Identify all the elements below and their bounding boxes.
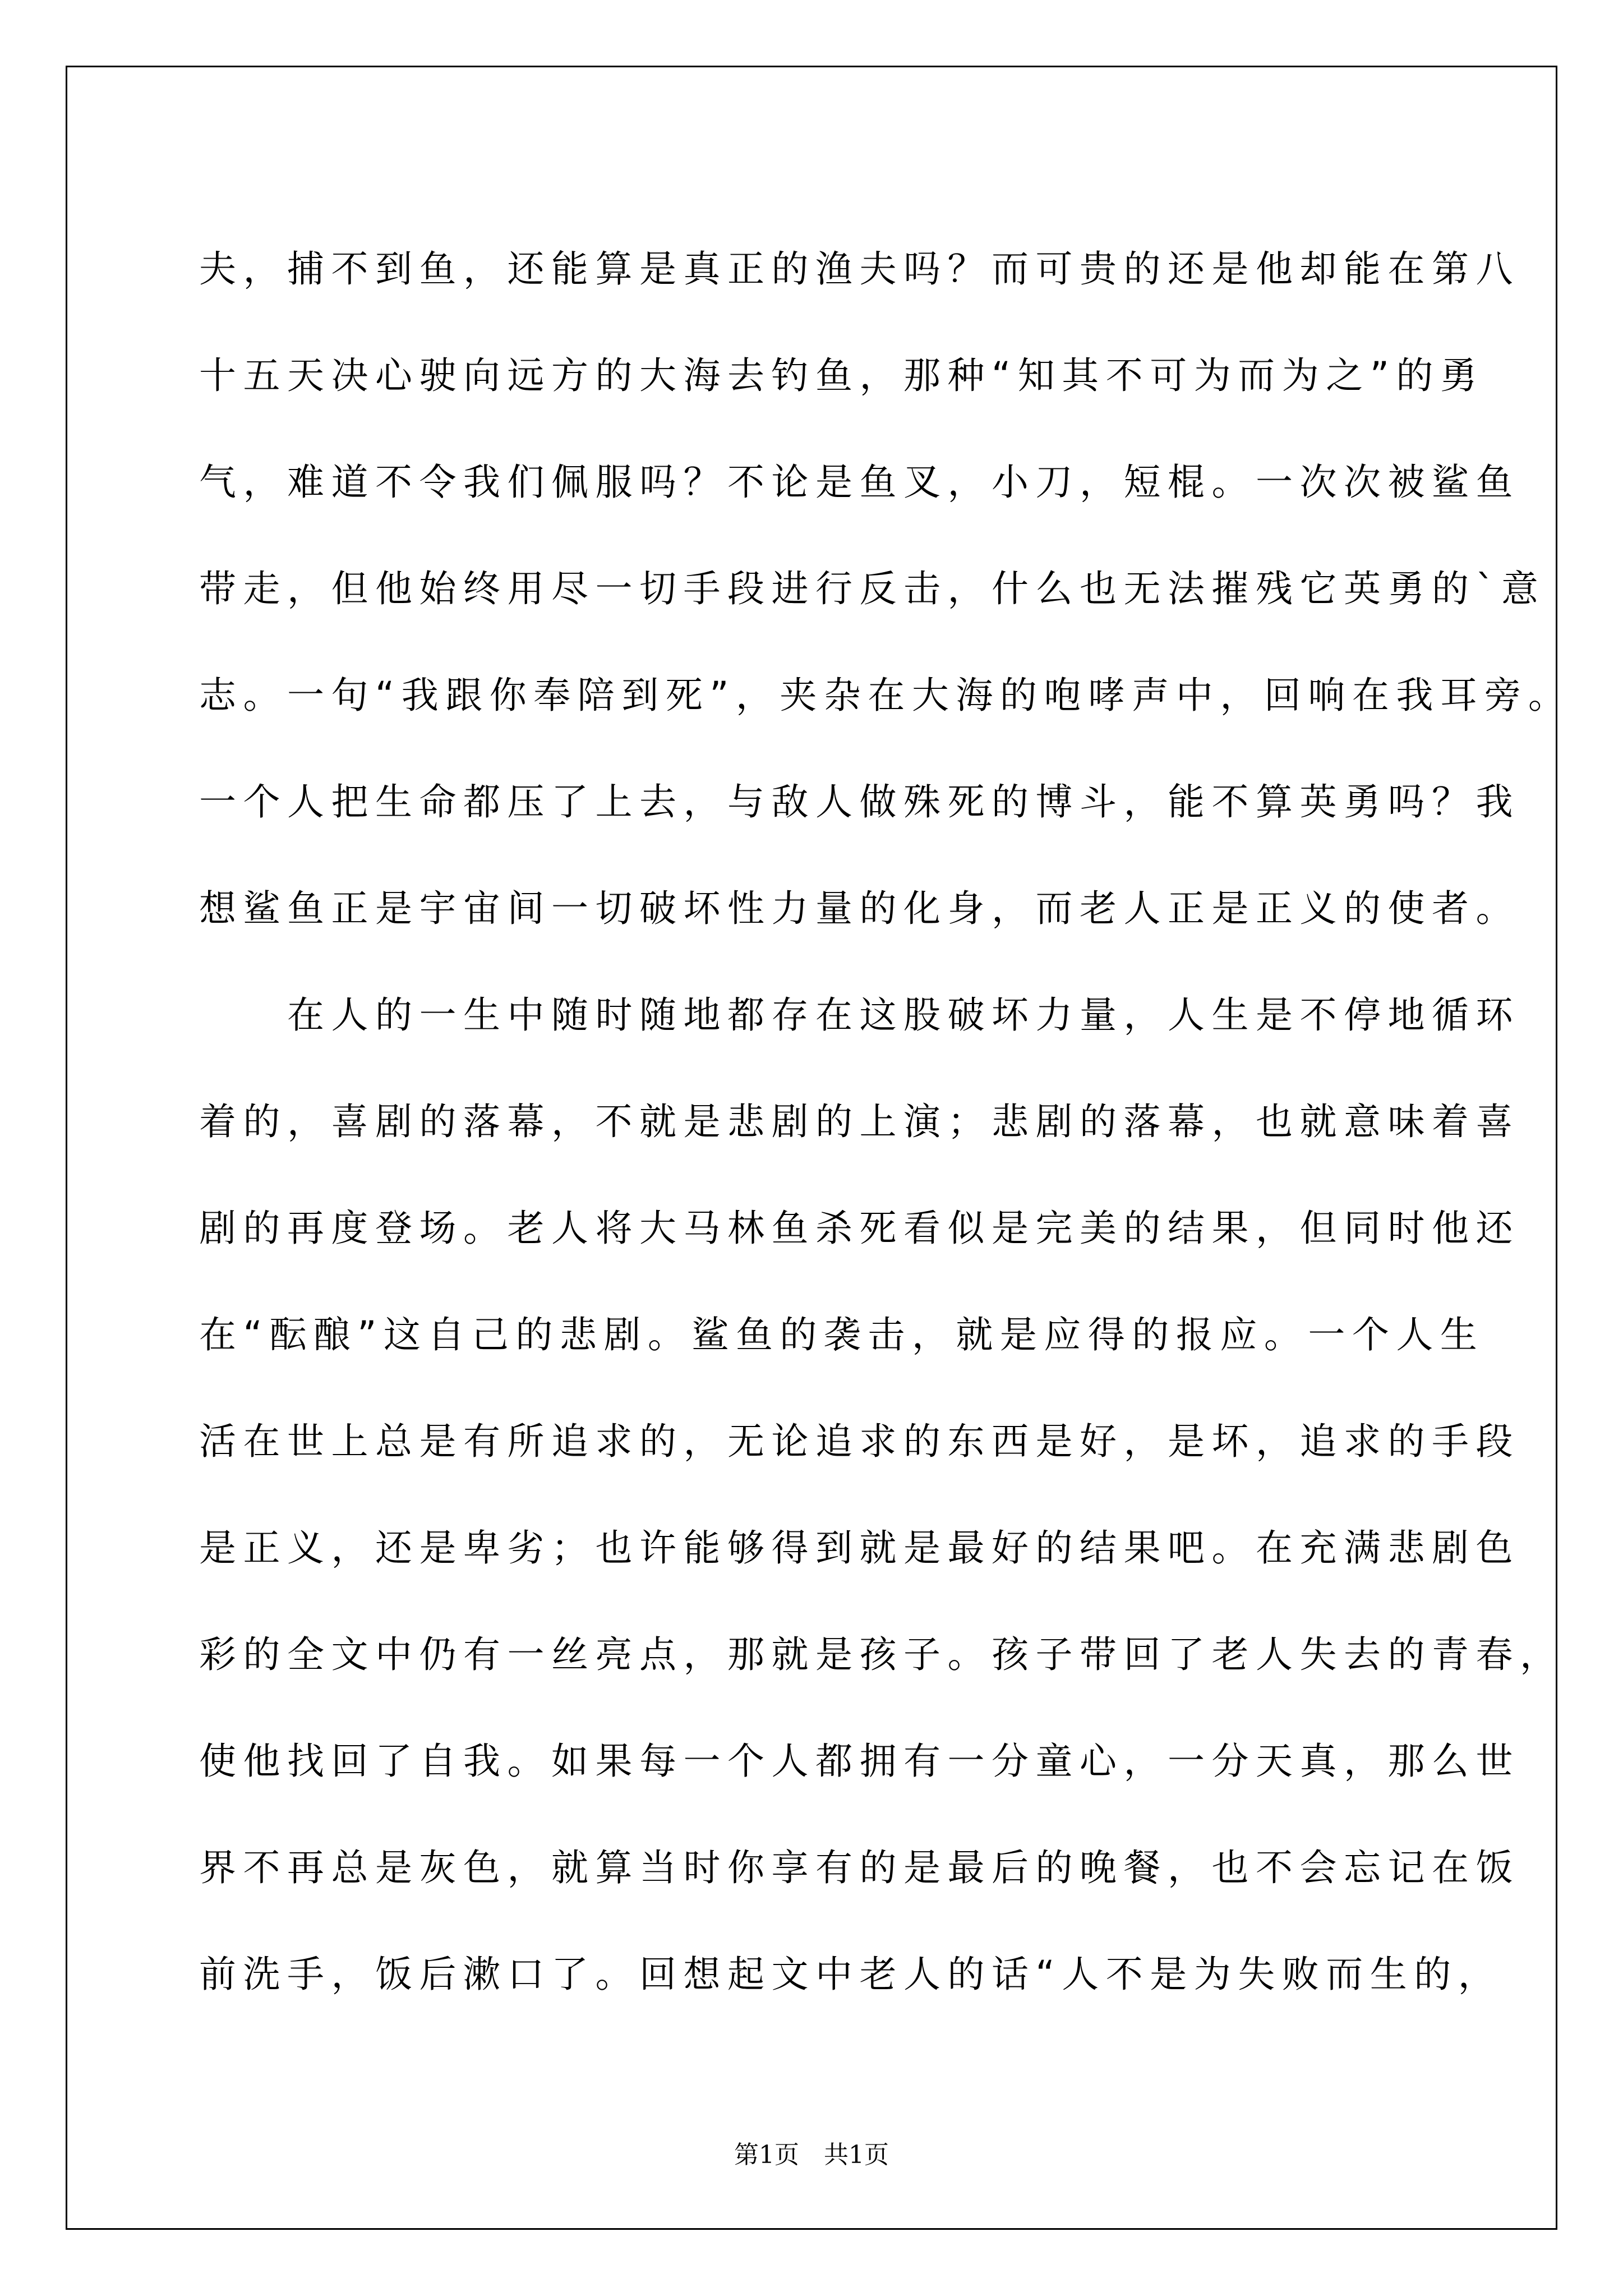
text-line: 一个人把生命都压了上去，与敌人做殊死的博斗，能不算英勇吗？我 — [199, 780, 1520, 823]
text-line: 使他找回了自我。如果每一个人都拥有一分童心，一分天真，那么世 — [199, 1740, 1520, 1783]
text-line: 带走，但他始终用尽一切手段进行反击，什么也无法摧残它英勇的`意 — [199, 567, 1546, 610]
text-line: 是正义，还是卑劣；也许能够得到就是最好的结果吧。在充满悲剧色 — [199, 1526, 1520, 1570]
text-line: 想鲨鱼正是宇宙间一切破坏性力量的化身，而老人正是正义的使者。 — [199, 887, 1520, 930]
text-line: 气，难道不令我们佩服吗？不论是鱼叉，小刀，短棍。一次次被鲨鱼 — [199, 461, 1520, 504]
text-line: 夫，捕不到鱼，还能算是真正的渔夫吗？而可贵的还是他却能在第八 — [199, 247, 1520, 291]
text-line: 前洗手，饭后漱口了。回想起文中老人的话“人不是为失败而生的， — [199, 1953, 1502, 1996]
text-line: 十五天决心驶向远方的大海去钓鱼，那种“知其不可为而为之”的勇 — [199, 354, 1484, 397]
text-line: 彩的全文中仍有一丝亮点，那就是孩子。孩子带回了老人失去的青春， — [199, 1633, 1564, 1676]
text-line: 剧的再度登场。老人将大马林鱼杀死看似是完美的结果，但同时他还 — [199, 1207, 1520, 1250]
text-line: 在人的一生中随时随地都存在这股破坏力量，人生是不停地循环 — [199, 993, 1520, 1037]
text-line: 界不再总是灰色，就算当时你享有的是最后的晚餐，也不会忘记在饭 — [199, 1846, 1520, 1889]
page-footer: 第1页 共1页 — [734, 2141, 889, 2169]
text-line: 活在世上总是有所追求的，无论追求的东西是好，是坏，追求的手段 — [199, 1420, 1520, 1463]
document-body — [199, 216, 1573, 2028]
text-line: 着的，喜剧的落幕，不就是悲剧的上演；悲剧的落幕，也就意味着喜 — [199, 1100, 1520, 1143]
text-line: 在“酝酿”这自己的悲剧。鲨鱼的袭击，就是应得的报应。一个人生 — [199, 1313, 1484, 1356]
text-line: 志。一句“我跟你奉陪到死”，夹杂在大海的咆哮声中，回响在我耳旁。 — [199, 674, 1573, 717]
